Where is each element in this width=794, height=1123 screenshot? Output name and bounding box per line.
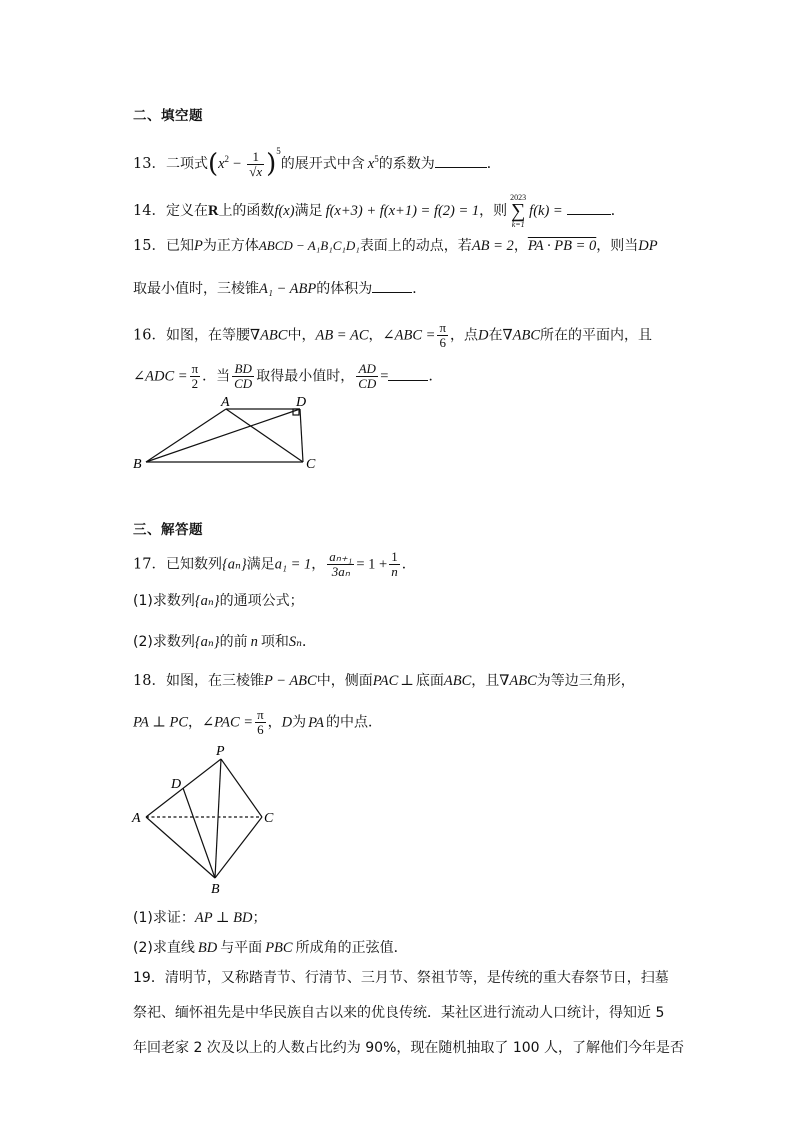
segment-ac — [226, 409, 303, 462]
question-17: 17．已知数列{aₙ}满足a₁ = 1， $\frac{\text{aₙ₊₁}}{\text{3aₙ}}$ = 1 + $\frac{1}{n}$ ． — [133, 549, 416, 579]
question-18: 18．如图，在三棱锥P − ABC中，侧面PAC ⊥ 底面ABC，且∇ABC为等边三角形， — [133, 673, 635, 689]
question-16-line2: ∠ADC = $\frac{\pi}{2}$ ．当 $\frac{BD}{CD}$ 取得最小值时， $\frac{AD}{CD}$ = ． — [133, 361, 443, 391]
label-c: C — [306, 457, 316, 472]
question-13: 13．二项式($x^2$ − $\frac{1}{√x}$ )$^5$的展开式中含 $x^5$的系数为 ． — [133, 146, 501, 179]
section-title-fill-in: 二、填空题 — [133, 108, 203, 124]
question-15: 15．已知P为正方体ABCD − A₁B₁C₁D₁表面上的动点，若AB = 2，PA · PB = 0，则当DP — [133, 238, 658, 254]
question-18-part2: (2)求直线 BD 与平面 PBC 所成角的正弦值． — [133, 940, 408, 956]
question-18-line2: PA ⊥ PC，∠PAC = $\frac{\pi}{6}$ ，D为 PA 的中点． — [133, 707, 382, 737]
q15-answer-blank[interactable] — [372, 280, 412, 293]
question-14: 14．定义在R上的函数f(x)满足 f(x+3) + f(x+1) = f(2) = 1，则2023 ∑ k=1f(k) = ． — [133, 193, 625, 229]
q14-answer-blank[interactable] — [567, 202, 611, 215]
segment-ba — [146, 409, 226, 462]
segment-dc — [300, 409, 303, 462]
label-a: A — [132, 811, 141, 826]
q18-figure — [128, 740, 288, 898]
section-title-answer: 三、解答题 — [133, 522, 203, 538]
q13-answer-blank[interactable] — [435, 155, 487, 168]
label-b: B — [211, 882, 220, 897]
question-16: 16．如图，在等腰∇ABC中，AB = AC，∠ABC = $\frac{\pi}{6}$ ，点D在∇ABC所在的平面内，且 — [133, 320, 653, 350]
edge-bc — [215, 817, 262, 878]
q13-number: 13． — [133, 156, 166, 172]
label-a: A — [221, 395, 230, 410]
label-b: B — [133, 457, 142, 472]
question-17-part1: (1)求数列{aₙ}的通项公式； — [133, 593, 304, 609]
question-19-line2: 祭祀、缅怀祖先是中华民族自古以来的优良传统．某社区进行流动人口统计，得知近 5 — [133, 1005, 665, 1021]
q16-figure — [128, 393, 328, 475]
q16-answer-blank[interactable] — [388, 368, 428, 381]
edge-pb — [215, 759, 221, 878]
question-18-part1: (1)求证：AP ⊥ BD； — [133, 910, 267, 926]
label-p: P — [216, 744, 225, 759]
question-19-line1: 19．清明节，又称踏青节、行清节、三月节、祭祖节等，是传统的重大春祭节日，扫墓 — [133, 970, 669, 986]
label-d: D — [171, 777, 182, 792]
question-17-part2: (2)求数列{aₙ}的前 n 项和Sₙ． — [133, 634, 316, 650]
question-15-line2: 取最小值时，三棱锥A₁ − ABP的体积为 ． — [133, 281, 427, 297]
question-19-line3: 年回老家 2 次及以上的人数占比约为 90%，现在随机抽取了 100 人，了解他们今年是否 — [133, 1040, 684, 1056]
label-c: C — [264, 811, 274, 826]
segment-bd — [146, 409, 300, 462]
label-d: D — [296, 395, 307, 410]
q13-pre: 二项式 — [165, 156, 208, 172]
edge-pc — [221, 759, 262, 817]
